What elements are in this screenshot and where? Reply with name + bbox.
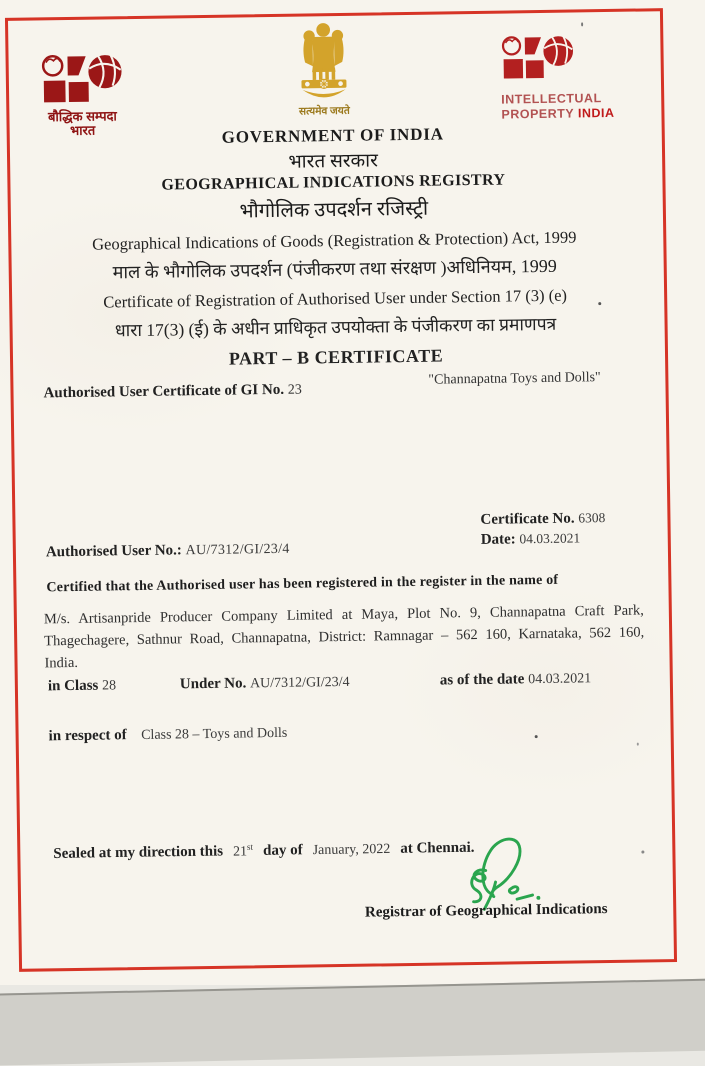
sealed-day-suffix: st	[247, 841, 253, 851]
scanned-page-edge	[0, 978, 705, 1065]
certificate-number-block	[480, 508, 605, 550]
gi-number-label: Authorised User Certificate of GI No.	[43, 382, 284, 402]
national-emblem-icon	[292, 19, 355, 111]
in-respect-of-value: Class 28 – Toys and Dolls	[141, 726, 287, 743]
in-class-label: in Class	[48, 678, 99, 695]
certificate-number-label: Certificate No.	[480, 511, 574, 528]
under-number-value: AU/7312/GI/23/4	[250, 675, 350, 691]
dust-speck	[598, 302, 601, 305]
sealed-text-1: Sealed at my direction this	[53, 843, 223, 862]
emblem-motto: सत्यमेव जयते	[274, 103, 374, 118]
dust-speck	[535, 735, 538, 738]
authorised-user-number-line	[46, 541, 290, 562]
act-line-hindi: माल के भौगोलिक उपदर्शन (पंजीकरण तथा संरक्षण )अधिनियम, 1999	[7, 252, 663, 286]
dust-speck	[637, 743, 639, 746]
sealed-text-2: day of	[263, 842, 303, 859]
sealed-text-3: at Chennai.	[400, 840, 474, 857]
class-value: 28	[102, 678, 116, 693]
in-respect-of-field	[49, 725, 288, 746]
certificate-line-hindi: धारा 17(3) (ई) के अधीन प्राधिकृत उपयोक्ता के पंजीकरण का प्रमाणपत्र	[7, 310, 663, 344]
registry-title-hindi: भौगोलिक उपदर्शन रजिस्ट्री	[6, 190, 662, 227]
sealed-date-value: January, 2022	[313, 842, 391, 858]
right-logo-caption-line1: INTELLECTUAL	[501, 91, 614, 108]
ip-india-logo-right-icon	[500, 34, 575, 92]
gi-number-value: 23	[288, 383, 302, 398]
class-field	[48, 677, 116, 695]
registrar-title: Registrar of Geographical Indications	[346, 901, 626, 922]
act-line-english: Geographical Indications of Goods (Registration & Protection) Act, 1999	[6, 226, 662, 256]
right-logo-caption	[501, 91, 614, 123]
government-of-india-title: GOVERNMENT OF INDIA	[5, 121, 661, 151]
as-of-date-label: as of the date	[440, 671, 525, 688]
right-logo-caption-line2: PROPERTY	[501, 106, 574, 121]
gi-name-quote: "Channapatna Toys and Dolls"	[428, 370, 628, 389]
as-of-date-value: 04.03.2021	[528, 671, 591, 687]
certificate-line-english: Certificate of Registration of Authorised User under Section 17 (3) (e)	[7, 284, 663, 314]
authorised-user-number-label: Authorised User No.:	[46, 542, 182, 560]
registry-title: GEOGRAPHICAL INDICATIONS REGISTRY	[5, 169, 661, 197]
holder-name-address: M/s. Artisanpride Producer Company Limited at Maya, Plot No. 9, Channapatna Craft Park, Thagechagere, Sathnur Road, Channapatna, District: Ramnagar – 562 160, Karnataka, 562 160, India.	[44, 600, 645, 675]
left-logo-caption-line1: बौद्धिक सम्पदा	[30, 109, 134, 125]
as-of-date-field	[440, 670, 592, 689]
left-logo-caption-line2: भारत	[31, 123, 135, 139]
certified-statement: Certified that the Authorised user has been registered in the register in the name of	[46, 573, 558, 597]
government-of-india-title-hindi: भारत सरकार	[5, 142, 661, 178]
authorised-user-number-value: AU/7312/GI/23/4	[185, 542, 289, 559]
under-number-label: Under No.	[180, 675, 247, 692]
right-logo-caption-india: INDIA	[578, 106, 615, 121]
in-respect-of-label: in respect of	[49, 727, 127, 744]
under-number-field	[180, 674, 350, 694]
date-label: Date:	[481, 531, 516, 548]
dust-speck	[641, 851, 644, 854]
date-value: 04.03.2021	[519, 530, 580, 546]
dust-speck	[581, 22, 583, 26]
certificate-number-value: 6308	[578, 510, 605, 525]
sealed-day-value: 21	[233, 844, 247, 859]
part-b-certificate-title: PART – B CERTIFICATE	[8, 342, 664, 373]
